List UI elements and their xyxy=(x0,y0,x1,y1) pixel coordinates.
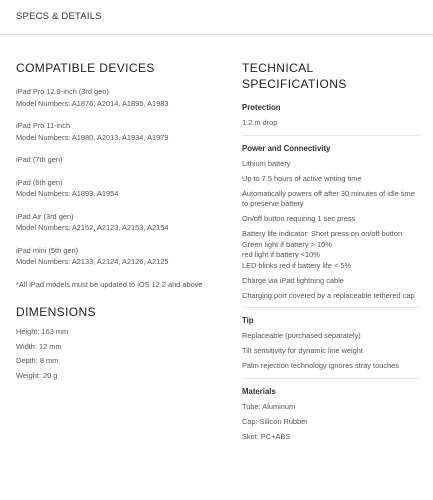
spec-item: Charging port covered by a replaceable tethered cap xyxy=(242,290,415,300)
compatibility-note: *All iPad models must be updated to iOS 12.2 and above xyxy=(16,279,203,289)
device-item xyxy=(16,177,216,200)
device-models: Model Numbers: A1876, A2014, A1895, A1983 xyxy=(16,98,169,108)
spec-group-power xyxy=(242,143,420,302)
spec-item-battery-indicator: Battery life indicator: Short press on on/off button Green light if battery > 10% red light if battery <10% LED blinks red if battery life < 5% xyxy=(242,229,403,270)
spec-group-protection xyxy=(242,102,420,129)
spec-group-materials xyxy=(242,386,420,443)
header-divider xyxy=(0,34,433,35)
technical-specifications-heading: TECHNICAL SPECIFICATIONS xyxy=(242,61,347,91)
spec-item: Replaceable (purchased separately) xyxy=(242,331,361,340)
device-name: iPad Pro 12.9-inch (3rd gen) xyxy=(16,87,109,96)
device-name: iPad (6th gen) xyxy=(16,177,63,187)
device-models: Model Numbers: A1980, A2013, A1934, A1979 xyxy=(16,132,169,142)
dimensions-heading: DIMENSIONS xyxy=(16,305,97,319)
spec-item: Lithium battery xyxy=(242,158,291,168)
dimension-depth: Depth: 8 mm xyxy=(16,356,59,365)
device-models: Model Numbers: A2133, A2124, A2126, A2125 xyxy=(16,257,169,266)
device-item xyxy=(16,86,216,109)
spec-item: Cap: Silicon Rubber xyxy=(242,416,308,426)
spec-divider xyxy=(242,307,420,308)
spec-item: Tube: Aluminum xyxy=(242,401,296,411)
device-name: iPad Air (3rd gen) xyxy=(16,211,74,221)
spec-item: Charge via iPad lightning cable xyxy=(242,275,344,285)
spec-divider xyxy=(242,135,420,136)
spec-item: Automatically powers off after 30 minutes of idle time to preserve battery xyxy=(242,188,415,208)
spec-group-title: Tip xyxy=(242,316,254,325)
device-name: iPad Pro 11-inch xyxy=(16,121,71,130)
spec-item: Palm rejection technology ignores stray touches xyxy=(242,361,399,370)
device-name: iPad mini (5th gen) xyxy=(16,245,79,255)
device-models: Model Numbers: A2152, A2123, A2153, A2154 xyxy=(16,223,169,232)
spec-group-title: Protection xyxy=(242,103,281,112)
dimension-width: Width: 12 mm xyxy=(16,341,62,351)
device-item xyxy=(16,154,216,166)
device-item xyxy=(16,211,216,234)
dimension-weight: Weight: 20 g xyxy=(16,370,58,380)
device-name: iPad (7th gen) xyxy=(16,155,63,164)
page-title: SPECS & DETAILS xyxy=(16,11,102,22)
spec-item: On/off button requiring 1 sec press xyxy=(242,214,356,223)
compatible-devices-heading: COMPATIBLE DEVICES xyxy=(16,61,155,75)
device-item xyxy=(16,245,216,268)
spec-group-tip xyxy=(242,315,420,372)
spec-item: Skirt: PC+ABS xyxy=(242,431,291,441)
device-models: Model Numbers: A1893, A1954 xyxy=(16,189,119,198)
right-column xyxy=(242,60,420,448)
spec-item: Tilt sensitivity for dynamic line weight xyxy=(242,346,363,355)
spec-item: Up to 7.5 hours of active writing time xyxy=(242,173,362,183)
spec-group-title: Materials xyxy=(242,386,276,396)
spec-item: 1.2 m drop xyxy=(242,118,278,127)
spec-divider xyxy=(242,378,420,379)
device-item xyxy=(16,120,216,143)
dimension-height: Height: 163 mm xyxy=(16,327,69,336)
spec-group-title: Power and Connectivity xyxy=(242,143,331,153)
left-column xyxy=(16,60,216,384)
